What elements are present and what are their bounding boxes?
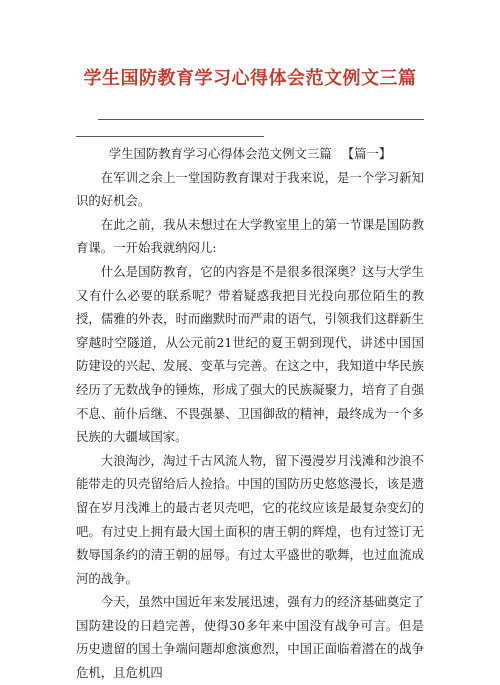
section-heading xyxy=(76,142,424,166)
title-underline-continued xyxy=(76,136,264,137)
paragraph-5: 今天，虽然中国近年来发展迅速，强有力的经济基础奠定了国防建设的日趋完善，使得30多年来中国没有战争可言。但是历史遗留的国土争端问题却愈演愈烈，中国正面临着潜在的战争危机，且危机四 xyxy=(76,594,424,681)
paragraph-2: 在此之前，我从未想过在大学教室里上的第一节课是国防教育课。一开始我就纳闷儿: xyxy=(76,216,424,256)
paragraph-3: 什么是国防教育，它的内容是不是很多很深奥？这与大学生又有什么必要的联系呢？带着疑惑我把目光投向那位陌生的教授，儒雅的外表，时而幽默时而严肃的语气，引领我们这群新生穿越时空隧道，从公元前21世纪的夏王朝到现代，讲述中国国防建设的兴起、发展、变革与完善。在这之中，我知道中华民族经历了无数战争的锤炼，形成了强大的民族凝聚力，培育了自强不息、前仆后继、不畏强暴、卫国御敌的精神，最终成为一个多民族的大疆域国家。 xyxy=(76,263,424,445)
document-title: 学生国防教育学习心得体会范文例文三篇 xyxy=(83,68,417,89)
section-heading-text: 学生国防教育学习心得体会范文例文三篇 xyxy=(108,146,332,161)
paragraph-1: 在军训之余上一堂国防教育课对于我来说，是一个学习新知识的好机会。 xyxy=(76,169,424,209)
title-underline xyxy=(98,119,424,120)
paragraph-4: 大浪淘沙，淘过千古风流人物，留下漫漫岁月浅滩和沙浪不能带走的贝壳留给后人捡拾。中国的国防历史悠悠漫长，该是遗留在岁月浅滩上的最古老贝壳吧，它的花纹应该是最复杂变幻的吧。有过史上拥有最大国土面积的唐王朝的辉煌，也有过签订无数辱国条约的清王朝的屈辱。有过太平盛世的歌舞，也过血流成河的战争。 xyxy=(76,452,424,586)
section-tag: 【篇一】 xyxy=(341,146,392,161)
document-body xyxy=(76,142,424,685)
